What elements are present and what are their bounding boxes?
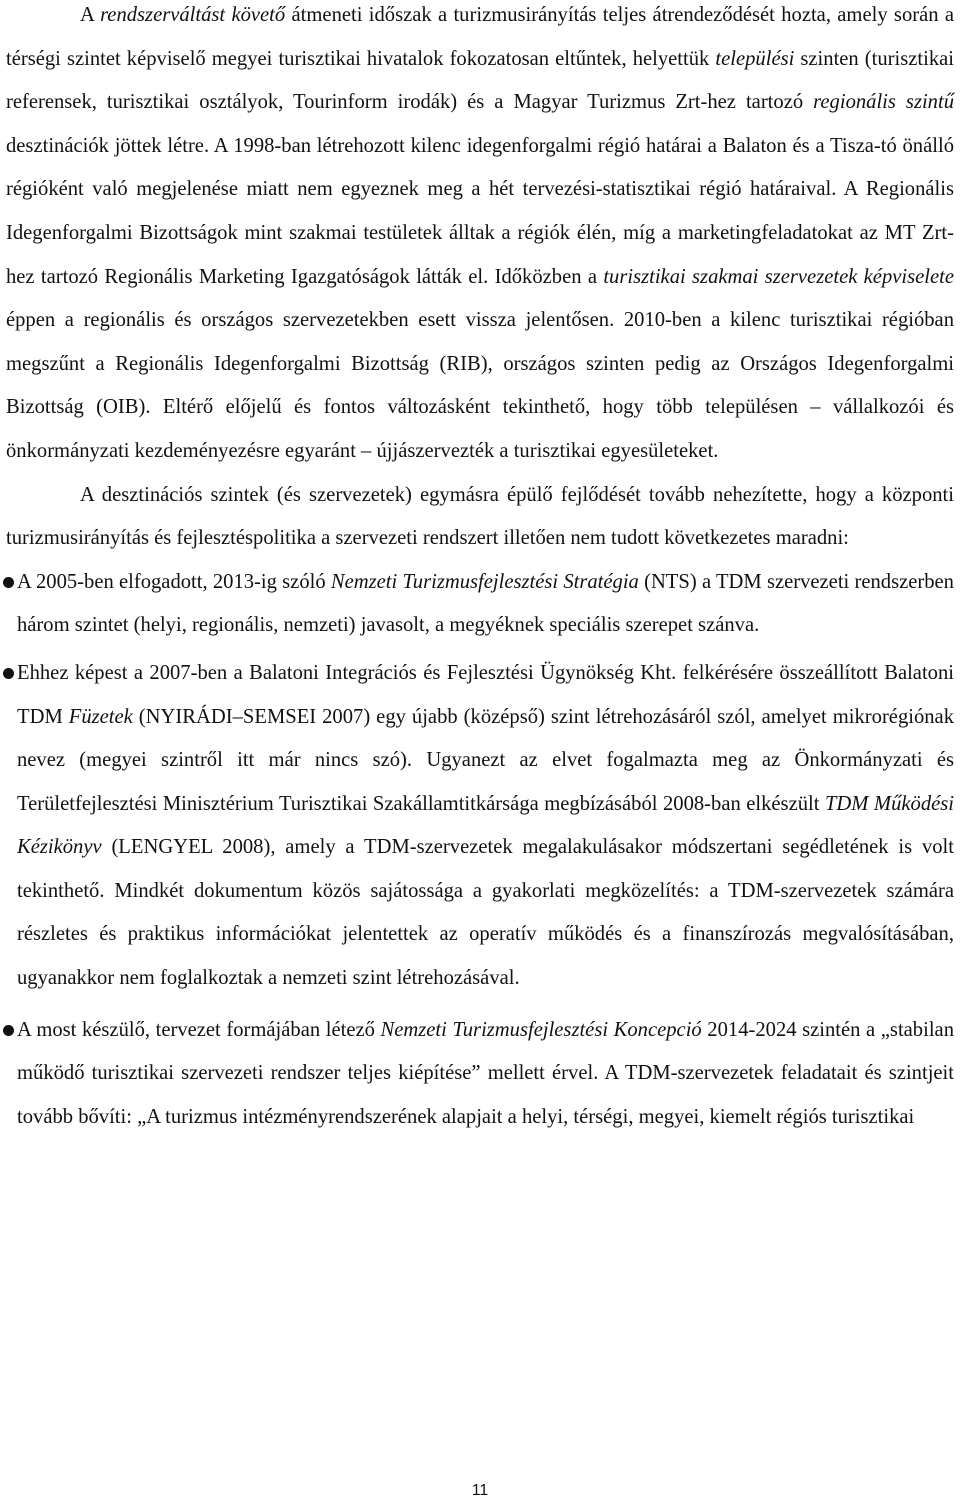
italic-text-run: Füzetek <box>68 705 133 728</box>
italic-text-run: települési <box>715 47 795 70</box>
bullet-dot-icon <box>3 1025 14 1036</box>
text-run: A 2005-ben elfogadott, 2013-ig szóló <box>17 570 331 593</box>
text-run: A most készülő, tervezet formájában létező <box>17 1018 381 1041</box>
text-run: (NTS) a TDM szervezeti rendszerben három szintet (helyi, regionális, nemzeti) javasolt, a megyéknek speciális szerepet szánva. <box>17 570 954 637</box>
italic-text-run: rendszerváltást követő <box>100 4 286 26</box>
text-run: A <box>80 4 101 26</box>
text-run: átmeneti időszak a turizmusirányítás teljes átrendeződését hozta, amely során a térségi szintet képviselő megyei turisztikai hivatalok fokozatosan eltűntek, helyettük <box>6 4 955 70</box>
text-run: A desztinációs szintek (és szervezetek) egymásra épülő fejlődését tovább nehezítette, hogy a központi turizmusirányítás és fejlesztéspolitika a szervezeti rendszert illetően nem tudott következetes maradni: <box>6 483 954 550</box>
italic-text-run: turisztikai szakmai szervezetek képviselete <box>603 265 954 288</box>
bullet-item-koncepcio <box>6 1009 954 1140</box>
bullet-dot-icon <box>3 668 14 679</box>
bullet-text <box>17 571 954 637</box>
text-run: 2014-2024 szintén a „stabilan működő turisztikai szervezeti rendszer teljes kiépítése” mellett érvel. A TDM-szervezetek feladatait és szintjeit tovább bővíti: „A turizmus intézményrendszerének alapjait a helyi, térségi, megyei, kiemelt régiós turisztikai <box>17 1018 954 1128</box>
paragraph-2 <box>6 474 954 561</box>
text-run: Ehhez képest a 2007-ben a Balatoni Integrációs és Fejlesztési Ügynökség Kht. felkérésére összeállított Balatoni TDM <box>17 661 954 728</box>
text-run: szinten (turisztikai referensek, turisztikai osztályok, Tourinform irodák) és a Magyar Turizmus Zrt-hez tartozó <box>6 47 955 114</box>
italic-text-run: TDM Működési Kézikönyv <box>17 792 954 859</box>
bullet-list <box>6 561 954 1140</box>
text-run: (NYIRÁDI–SEMSEI 2007) egy újabb (középső) szint létrehozásáról szól, amelyet mikrorégiónak nevez (megyei szintről itt már nincs szó). Ugyanezt az elvet fogalmazta meg az Önkormányzati és Területfejlesztési Minisztérium Turisztikai Szakállamtitkársága megbízásából 2008-ban elkészült <box>17 705 954 815</box>
italic-text-run: Nemzeti Turizmusfejlesztési Stratégia <box>330 570 639 593</box>
bullet-text <box>17 1019 954 1128</box>
bullet-dot-icon <box>3 577 14 588</box>
text-run: (LENGYEL 2008), amely a TDM-szervezetek megalakulásakor módszertani segédletének is volt tekinthető. Mindkét dokumentum közös sajátossága a gyakorlati megközelítés: a TDM-szervezetek számára részletes és praktikus információkat jelentettek az operatív működés és a finanszírozás megvalósításában, ugyanakkor nem foglalkoztak a nemzeti szint létrehozásával. <box>17 836 954 990</box>
text-run: éppen a regionális és országos szervezetekben esett vissza jelentősen. 2010-ben a kilenc turisztikai régióban megszűnt a Regionális Idegenforgalmi Bizottság (RIB), országos szinten pedig az Országos Idegenforgalmi Bizottság (OIB). Eltérő előjelű és fontos változásként tekinthető, hogy több településen – vállalkozói és önkormányzati kezdeményezésre egyaránt – újjászervezték a turisztikai egyesületeket. <box>6 309 954 462</box>
text-run: desztinációk jöttek létre. A 1998-ban létrehozott kilenc idegenforgalmi régió határai a Balaton és a Tisza-tó önálló régióként való megjelenése miatt nem egyeznek meg a hét tervezési-statisztikai régió határaival. A Regionális Idegenforgalmi Bizottságok mint szakmai testületek álltak a régiók élén, míg a marketingfeladatokat az MT Zrt-hez tartozó Regionális Marketing Igazgatóságok látták el. Időközben a <box>6 134 954 288</box>
italic-text-run: Nemzeti Turizmusfejlesztési Koncepció <box>380 1018 702 1041</box>
document-page <box>6 0 954 1139</box>
page-number: 11 <box>471 1482 489 1499</box>
paragraph-1 <box>6 0 954 474</box>
bullet-item-nts <box>6 561 954 648</box>
bullet-text <box>17 662 954 989</box>
italic-text-run: regionális szintű <box>813 91 954 114</box>
bullet-item-tdm-fuzetek <box>6 652 954 1001</box>
